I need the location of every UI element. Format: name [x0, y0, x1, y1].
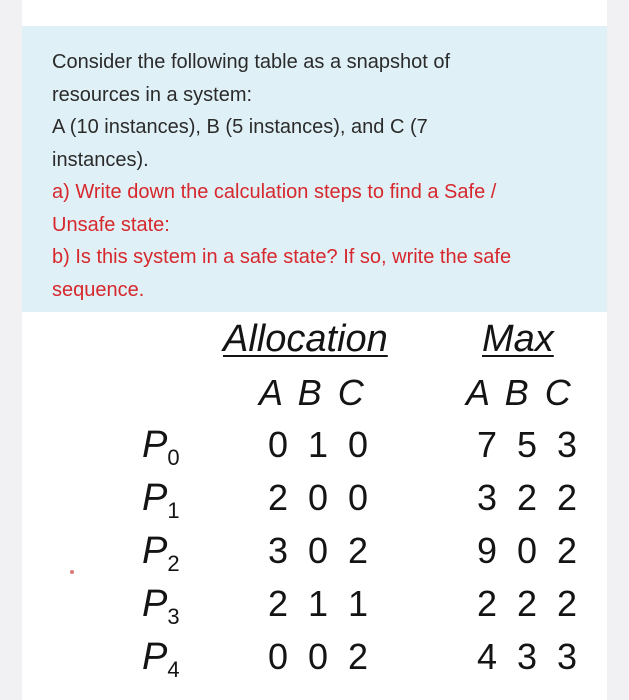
allocation-columns: A B C — [259, 372, 367, 413]
allocation-header: Allocation — [223, 318, 388, 360]
question-line-3: A (10 instances), B (5 instances), and C (7 — [52, 116, 428, 138]
allocation-cell: 2 1 1 — [268, 583, 374, 624]
max-cell: 3 2 2 — [477, 477, 583, 518]
question-part-a-cont: Unsafe state: — [52, 213, 170, 236]
process-index: 3 — [167, 604, 180, 629]
max-cell: 4 3 3 — [477, 636, 583, 677]
process-letter: P — [142, 424, 168, 466]
allocation-cell: 3 0 2 — [268, 530, 374, 571]
question-part-a: a) Write down the calculation steps to find a Safe / — [52, 181, 497, 203]
max-cell: 2 2 2 — [477, 583, 583, 624]
question-part-b-cont: sequence. — [52, 278, 145, 301]
allocation-cell: 2 0 0 — [268, 477, 374, 518]
process-label — [142, 530, 180, 577]
question-card — [22, 26, 607, 312]
question-part-b: b) Is this system in a safe state? If so, write the safe — [52, 246, 512, 268]
question-text — [52, 46, 592, 306]
process-index: 2 — [167, 551, 180, 576]
question-line-1: Consider the following table as a snapshot of — [52, 51, 451, 73]
process-letter: P — [142, 636, 168, 678]
process-index: 1 — [167, 498, 180, 523]
process-index: 0 — [167, 445, 180, 470]
process-label — [142, 583, 180, 630]
resource-table — [22, 312, 607, 700]
max-cell: 7 5 3 — [477, 424, 583, 465]
process-label — [142, 424, 180, 471]
question-line-4: instances). — [52, 148, 149, 171]
process-letter: P — [142, 477, 168, 519]
max-cell: 9 0 2 — [477, 530, 583, 571]
allocation-cell: 0 1 0 — [268, 424, 374, 465]
process-letter: P — [142, 583, 168, 625]
process-label — [142, 636, 180, 683]
process-index: 4 — [167, 657, 180, 682]
question-line-2: resources in a system: — [52, 83, 253, 106]
process-label — [142, 477, 180, 524]
allocation-cell: 0 0 2 — [268, 636, 374, 677]
max-header: Max — [482, 318, 554, 360]
max-columns: A B C — [466, 372, 574, 413]
stray-dot — [70, 570, 74, 574]
top-strip — [22, 0, 607, 26]
process-letter: P — [142, 530, 168, 572]
